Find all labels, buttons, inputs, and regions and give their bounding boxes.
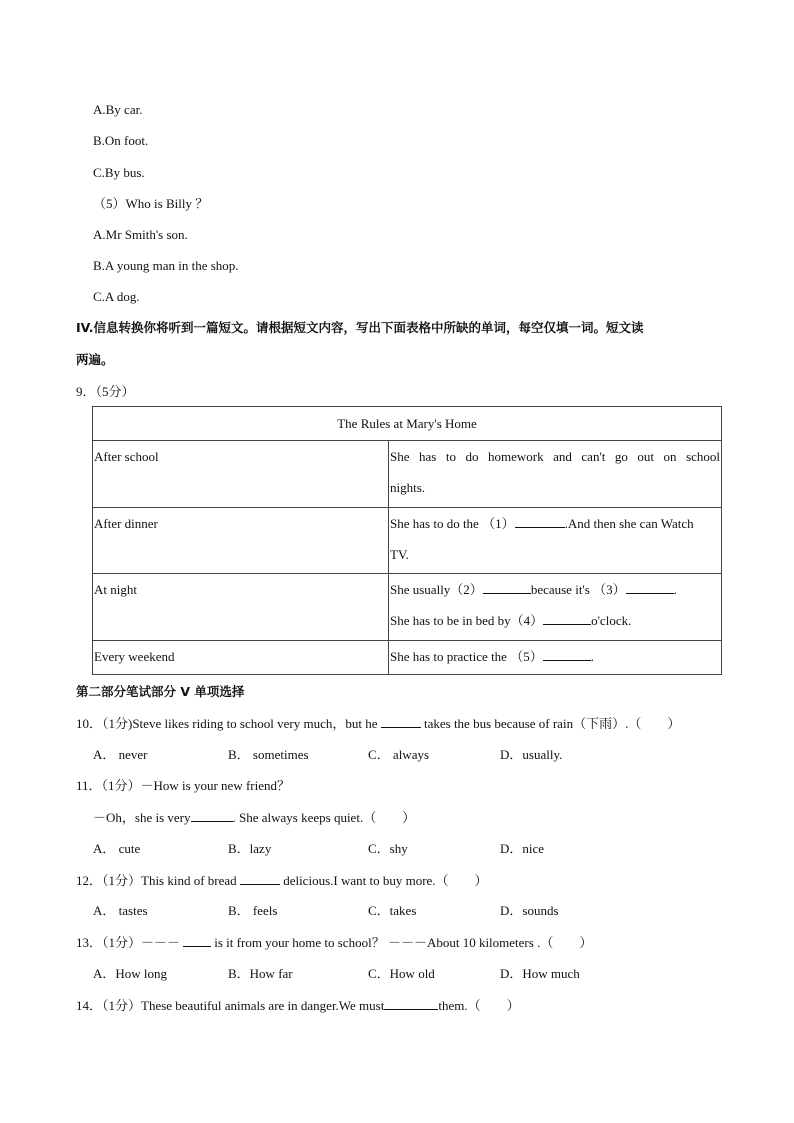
table-cell: Every weekend (93, 641, 389, 675)
table-title: The Rules at Mary's Home (93, 407, 722, 441)
table-cell: After school (93, 441, 389, 508)
sub-question-5: （5）Who is Billy ？ (93, 196, 209, 211)
option-d[interactable]: D．nice (500, 841, 545, 856)
section-heading-cont: 两遍。 (76, 352, 114, 367)
option-a: A.Mr Smith's son. (93, 227, 188, 242)
answer-blank[interactable] (626, 581, 674, 594)
question-11-line2: －Oh，she is very . She always keeps quiet.（ ） (93, 810, 416, 825)
option-d[interactable]: D．usually. (500, 747, 563, 762)
rules-table (92, 406, 722, 675)
option-c: C.By bus. (93, 165, 145, 180)
section-heading: IV.信息转换你将听到一篇短文。请根据短文内容，写出下面表格中所缺的单词，每空仅填一词。短文读 (76, 320, 644, 335)
option-a: A.By car. (93, 102, 143, 117)
table-cell: She usually（2） because it's （3） . She has to be in bed by（4） o'clock. (389, 574, 722, 641)
table-row (93, 641, 722, 675)
table-cell: She has to do the （1） .And then she can Watch TV. (389, 508, 722, 574)
option-c: C.A dog. (93, 289, 140, 304)
table-row (93, 574, 722, 641)
answer-blank[interactable] (183, 934, 211, 947)
option-b[interactable]: B．lazy (228, 841, 272, 856)
answer-blank[interactable] (543, 648, 591, 661)
answer-blank[interactable] (381, 715, 421, 728)
table-cell: At night (93, 574, 389, 641)
option-b: B.On foot. (93, 133, 149, 148)
question-13: 13．（1分）－－－ is it from your home to school？ －－－About 10 kilometers .（ ） (76, 935, 593, 950)
table-cell: She has to do homework and can't go out on school nights. (389, 441, 722, 508)
answer-blank[interactable] (384, 997, 438, 1010)
option-a[interactable]: A． cute (93, 841, 141, 856)
part-heading: 第二部分笔试部分 V 单项选择 (76, 684, 245, 699)
question-label: 9．（5分） (76, 384, 135, 399)
answer-blank[interactable] (240, 872, 280, 885)
option-a[interactable]: A． never (93, 747, 148, 762)
question-12: 12．（1分）This kind of bread delicious.I want to buy more.（ ） (76, 873, 488, 888)
option-b: B.A young man in the shop. (93, 258, 239, 273)
answer-blank[interactable] (543, 612, 591, 625)
answer-blank[interactable] (483, 581, 531, 594)
answer-blank[interactable] (515, 515, 565, 528)
option-a[interactable]: A．How long (93, 966, 168, 981)
question-14: 14．（1分）These beautiful animals are in danger.We must them.（ ） (76, 998, 520, 1013)
question-10: 10．（1分)Steve likes riding to school very much，but he takes the bus because of rain（下雨）.（ ） (76, 716, 681, 731)
table-row (93, 508, 722, 574)
option-c[interactable]: C．shy (368, 841, 408, 856)
table-cell: She has to practice the （5） . (389, 641, 722, 675)
option-b[interactable]: B． sometimes (228, 747, 309, 762)
option-d[interactable]: D．How much (500, 966, 580, 981)
option-c[interactable]: C．How old (368, 966, 435, 981)
option-c[interactable]: C．takes (368, 903, 417, 918)
option-c[interactable]: C． always (368, 747, 430, 762)
question-11: 11．（1分）－How is your new friend？ (76, 778, 290, 793)
table-cell: After dinner (93, 508, 389, 574)
answer-blank[interactable] (191, 809, 233, 822)
option-d[interactable]: D．sounds (500, 903, 559, 918)
table-row (93, 441, 722, 508)
option-b[interactable]: B．How far (228, 966, 293, 981)
option-a[interactable]: A． tastes (93, 903, 148, 918)
option-b[interactable]: B． feels (228, 903, 278, 918)
